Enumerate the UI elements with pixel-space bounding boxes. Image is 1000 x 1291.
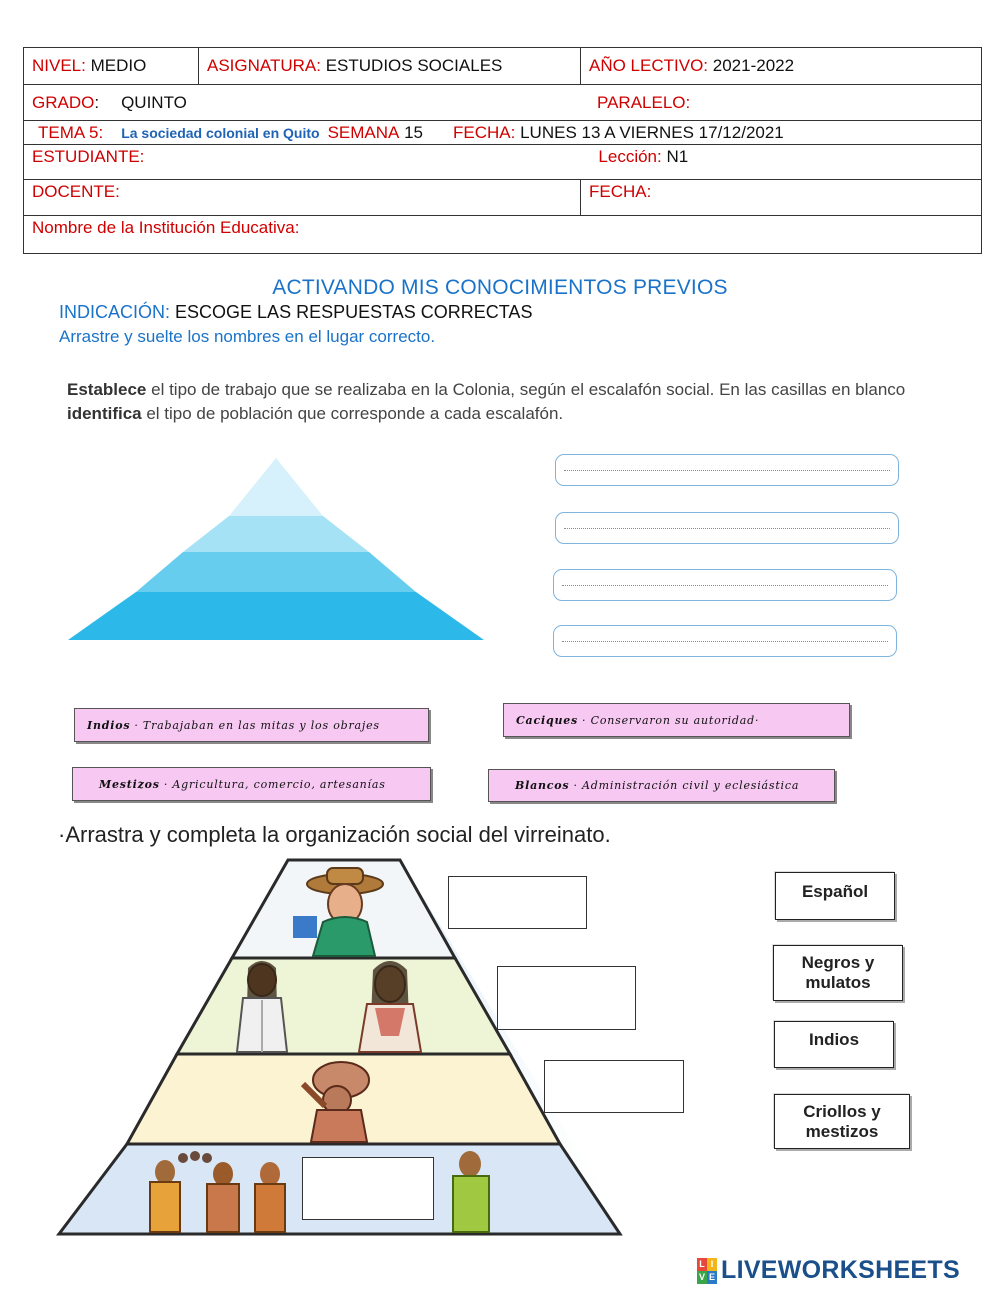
logo-letter-v: V (698, 1271, 705, 1282)
nivel-cell (24, 48, 198, 84)
answer-box-4[interactable] (553, 625, 897, 657)
card-blancos-desc: · Administración civil y eclesiástica (573, 779, 800, 792)
nivel-label: NIVEL: (32, 56, 86, 75)
exercise2-title: ·Arrastra y completa la organización social del virreinato. (58, 822, 611, 847)
header-row-docente (24, 180, 981, 216)
asignatura-value: ESTUDIOS SOCIALES (325, 56, 503, 75)
card-blancos[interactable] (488, 769, 835, 802)
tema-value: La sociedad colonial en Quito (121, 124, 320, 141)
header-row-estudiante (24, 145, 981, 180)
option-espanol[interactable]: Español (775, 872, 895, 920)
paralelo-label: PARALELO: (597, 92, 691, 112)
section-title: ACTIVANDO MIS CONOCIMIENTOS PREVIOS (272, 276, 728, 299)
liveworksheets-logo (697, 1256, 960, 1285)
drop-box-3[interactable] (544, 1060, 684, 1113)
social-pyramid (66, 456, 486, 642)
exercise1-instruction (67, 378, 927, 426)
indicacion-value: ESCOGE LAS RESPUESTAS CORRECTAS (175, 302, 533, 322)
header-table (23, 47, 982, 254)
drop-box-4[interactable] (302, 1157, 434, 1220)
option-indios[interactable]: Indios (774, 1021, 894, 1068)
fecha2-label: FECHA: (589, 182, 652, 201)
liveworksheets-icon (697, 1258, 717, 1284)
answer-box-1[interactable] (555, 454, 899, 486)
grado-cell (24, 85, 589, 120)
leccion-label: Lección: (598, 147, 662, 166)
semana-label: SEMANA (327, 122, 400, 142)
card-indios-name: Indios (87, 718, 131, 732)
grado-colon: : (94, 92, 100, 112)
answer-line-1 (564, 470, 890, 471)
institucion-label: Nombre de la Institución Educativa: (32, 218, 300, 237)
instr-text-4: el tipo de población que corresponde a cada escalafón. (141, 404, 564, 423)
logo-letter-i: I (707, 1258, 717, 1271)
instr-bold-1: Establece (67, 380, 147, 399)
card-caciques[interactable] (503, 703, 850, 737)
header-row-nivel (24, 48, 981, 85)
docente-label: DOCENTE: (32, 182, 120, 201)
ano-cell (580, 48, 981, 84)
card-mestizos[interactable] (72, 767, 431, 801)
header-row-grado (24, 85, 981, 121)
pyramid-tier-4 (68, 592, 484, 640)
instr-bold-3: identifica (67, 404, 142, 423)
estudiante-cell (24, 145, 981, 179)
card-indios-desc: · Trabajaban en las mitas y los obrajes (134, 718, 380, 732)
fecha-value: LUNES 13 A VIERNES 17/12/2021 (520, 122, 784, 142)
paralelo-cell (589, 85, 981, 120)
ano-label: AÑO LECTIVO: (589, 56, 709, 75)
answer-box-3[interactable] (553, 569, 897, 601)
card-caciques-name: Caciques (516, 713, 579, 727)
answer-line-2 (564, 528, 890, 529)
option-negros-mulatos-label: Negros y mulatos (801, 953, 875, 992)
virreinato-tier-2 (177, 958, 510, 1054)
drop-box-2[interactable] (497, 966, 636, 1030)
pyramid-tier-2 (183, 516, 369, 552)
institucion-cell (24, 216, 981, 253)
pyramid-tier-1 (229, 458, 323, 516)
indicacion-label: INDICACIÓN: (59, 302, 171, 322)
drop-box-1[interactable] (448, 876, 587, 929)
tema-cell (24, 121, 981, 144)
asignatura-label: ASIGNATURA: (207, 56, 321, 75)
grado-value: QUINTO (121, 92, 187, 112)
option-criollos-mestizos-label: Criollos y mestizos (803, 1101, 881, 1141)
logo-letter-l: L (697, 1258, 707, 1271)
drag-instruction: Arrastre y suelte los nombres en el lugar correcto. (59, 327, 436, 346)
logo-letter-e: E (708, 1271, 715, 1282)
card-caciques-desc: · Conservaron su autoridad· (582, 713, 760, 727)
grado-label: GRADO (32, 92, 95, 112)
header-row-tema (24, 121, 981, 145)
estudiante-label: ESTUDIANTE: (32, 147, 145, 166)
fecha-label: FECHA: (453, 122, 516, 142)
header-row-institucion (24, 216, 981, 253)
card-mestizos-name: Mestizos (99, 777, 160, 791)
card-mestizos-desc: · Agricultura, comercio, artesanías (163, 777, 386, 791)
fecha2-cell (580, 180, 981, 215)
answer-box-2[interactable] (555, 512, 899, 544)
docente-cell (24, 180, 580, 215)
semana-value: 15 (404, 122, 424, 142)
answer-line-3 (562, 585, 888, 586)
ano-value: 2021-2022 (712, 56, 795, 75)
instr-text-2: el tipo de trabajo que se realizaba en la Colonia, según el escalafón social. En las casillas en blanco (146, 380, 906, 399)
option-criollos-mestizos[interactable] (774, 1094, 910, 1149)
liveworksheets-text: LIVEWORKSHEETS (721, 1256, 960, 1284)
option-negros-mulatos[interactable] (773, 945, 903, 1001)
tema-label: TEMA 5: (38, 122, 104, 142)
asignatura-cell (198, 48, 580, 84)
indicacion (59, 302, 532, 323)
card-indios[interactable] (74, 708, 429, 742)
nivel-value: MEDIO (90, 56, 147, 75)
card-blancos-name: Blancos (515, 779, 570, 792)
pyramid-tier-3 (136, 552, 416, 592)
answer-line-4 (562, 641, 888, 642)
leccion-value: N1 (666, 147, 689, 166)
